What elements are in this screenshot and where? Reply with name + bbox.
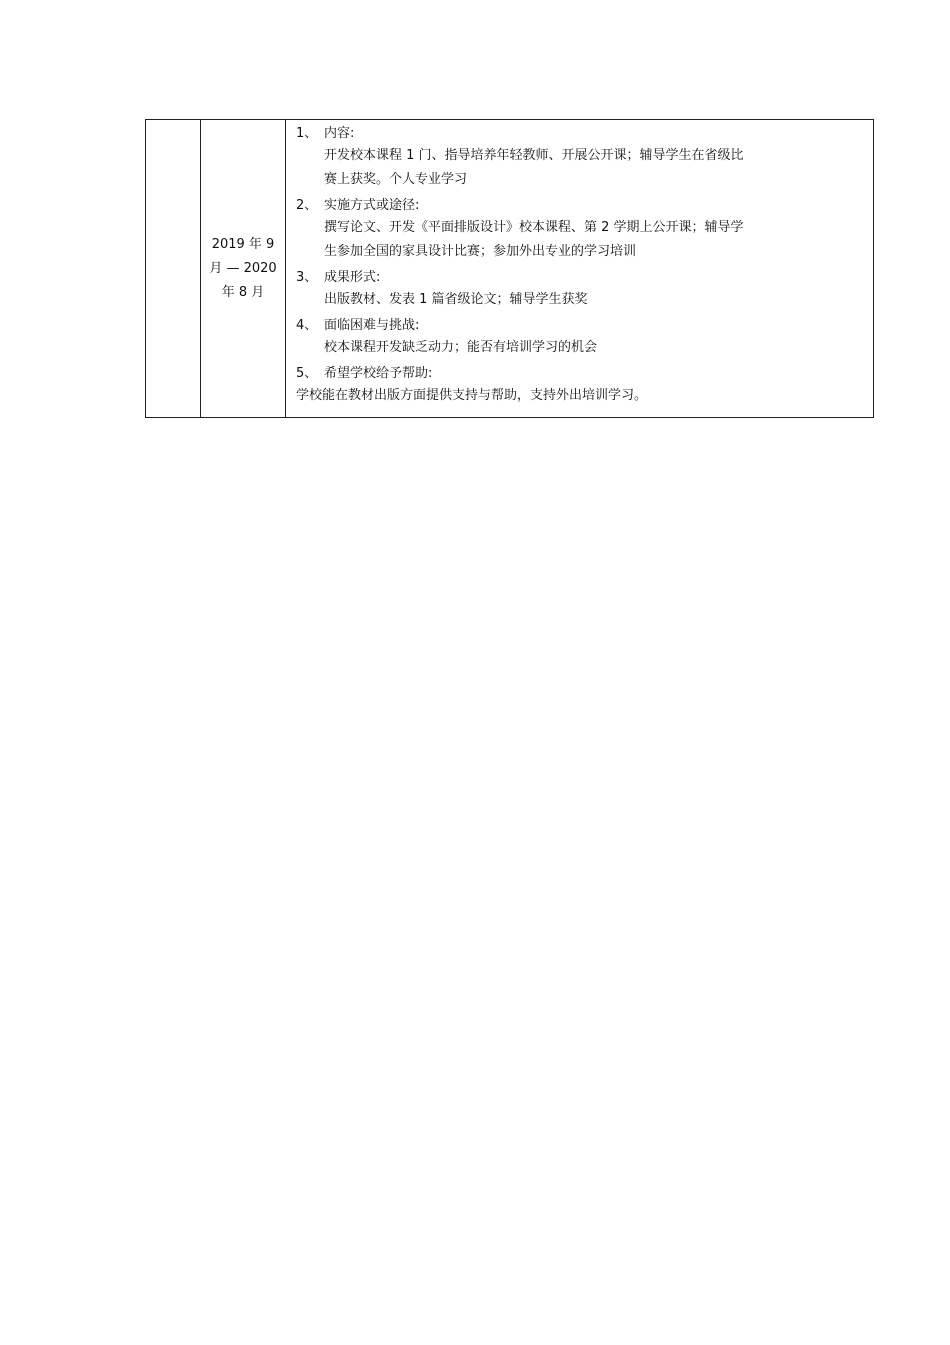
section-number: 4、 [296,318,318,333]
section-title: 实施方式或途径: [324,198,420,213]
section-title: 内容: [324,126,355,141]
section-text: 学校能在教材出版方面提供支持与帮助，支持外出培训学习。 [296,388,648,403]
section-method [296,196,867,264]
empty-cell [146,120,201,418]
section-text: 开发校本课程 1 门、指导培养年轻教师、开展公开课；辅导学生在省级比 [324,148,744,163]
plan-row [146,120,874,418]
period-line-1: 2019 年 9 [211,236,275,252]
section-text: 赛上获奖。个人专业学习 [324,172,468,187]
section-outcome [296,268,867,312]
section-challenges [296,316,867,360]
section-text: 校本课程开发缺乏动力；能否有培训学习的机会 [324,340,598,355]
period-cell [201,120,286,418]
section-number: 2、 [296,198,318,213]
section-title: 面临困难与挑战: [324,318,420,333]
section-text: 生参加全国的家具设计比赛；参加外出专业的学习培训 [324,244,637,259]
section-title: 成果形式: [324,270,381,285]
section-number: 5、 [296,366,318,381]
period-line-3: 年 8 月 [221,284,265,300]
section-content [296,124,867,192]
section-help [296,364,867,408]
section-text: 出版教材、发表 1 篇省级论文；辅导学生获奖 [324,292,588,307]
content-cell [286,120,874,418]
section-title: 希望学校给予帮助: [324,366,433,381]
section-number: 3、 [296,270,318,285]
section-number: 1、 [296,126,318,141]
section-text: 撰写论文、开发《平面排版设计》校本课程、第 2 学期上公开课；辅导学 [324,220,744,235]
plan-table [145,119,874,418]
period-line-2: 月 — 2020 [209,260,277,276]
